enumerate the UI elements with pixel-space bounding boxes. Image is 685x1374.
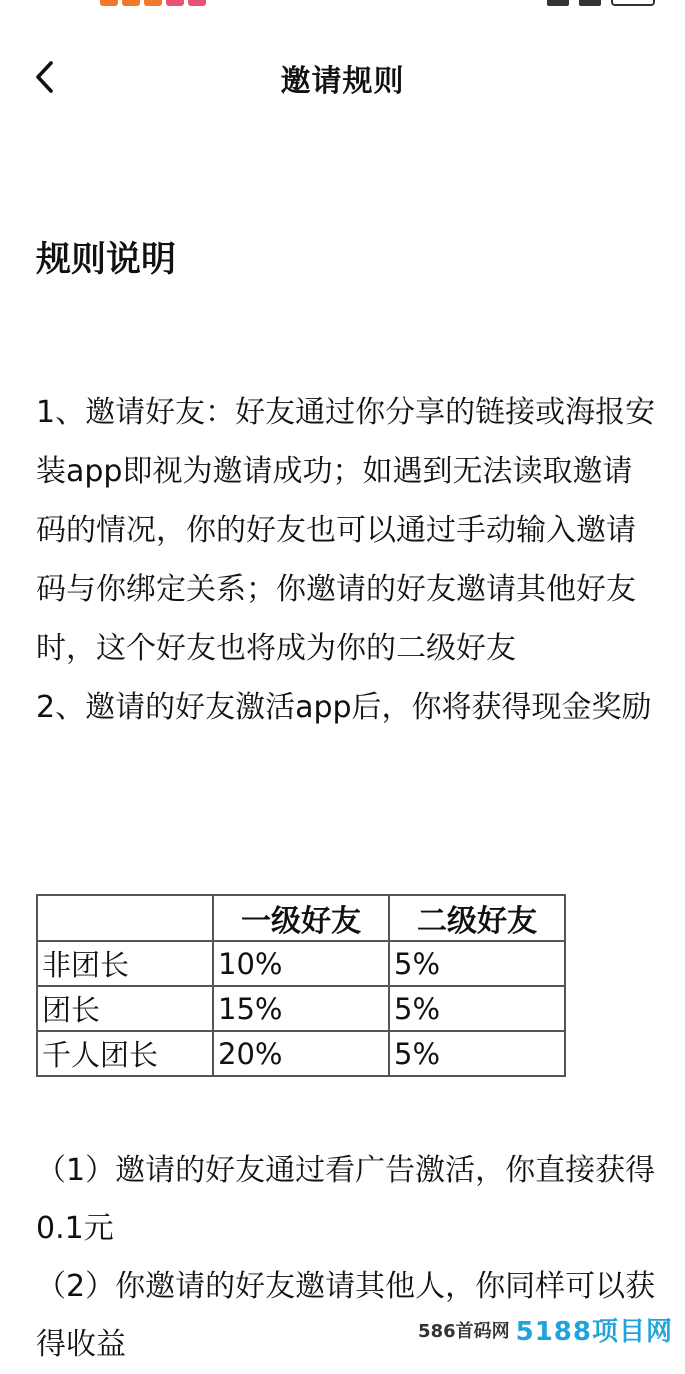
nav-bar: [0, 40, 685, 116]
table-cell: 10%: [213, 941, 389, 986]
reward-table: [36, 894, 566, 1077]
watermark: [412, 1309, 679, 1350]
page-title: 邀请规则: [280, 64, 405, 99]
table-header-cell: 一级好友: [213, 895, 389, 941]
table-header-cell: 二级好友: [389, 895, 565, 941]
status-bar: [0, 0, 685, 14]
rules-text: [36, 383, 656, 737]
table-row: [37, 986, 565, 1031]
table-cell: 5%: [389, 941, 565, 986]
status-system-icons: [547, 0, 655, 6]
note-item: （2）你邀请的好友邀请其他人，你同样可以获得收益: [36, 1269, 656, 1362]
table-cell: 非团长: [37, 941, 213, 986]
notification-icon: [188, 0, 206, 6]
notification-icon: [144, 0, 162, 6]
table-cell: 5%: [389, 1031, 565, 1076]
note-item: （1）邀请的好友通过看广告激活，你直接获得0.1元: [36, 1153, 656, 1246]
table-header-row: [37, 895, 565, 941]
table-cell: 15%: [213, 986, 389, 1031]
signal-icon: [579, 0, 601, 6]
watermark-logo: 5188项目网: [515, 1317, 673, 1347]
table-cell: 5%: [389, 986, 565, 1031]
table-row: [37, 941, 565, 986]
section-heading: 规则说明: [36, 240, 177, 280]
notification-icon: [166, 0, 184, 6]
notification-icon: [100, 0, 118, 6]
rule-item: 2、邀请的好友激活app后，你将获得现金奖励: [36, 690, 652, 725]
signal-icon: [547, 0, 569, 6]
table-row: [37, 1031, 565, 1076]
table-cell: 团长: [37, 986, 213, 1031]
table-cell: 千人团长: [37, 1031, 213, 1076]
table-cell: 20%: [213, 1031, 389, 1076]
notification-icon: [122, 0, 140, 6]
watermark-text: 586首码网: [418, 1320, 510, 1342]
rule-item: 1、邀请好友：好友通过你分享的链接或海报安装app即视为邀请成功；如遇到无法读取邀请码的情况，你的好友也可以通过手动输入邀请码与你绑定关系；你邀请的好友邀请其他好友时，这个好友也将成为你的二级好友: [36, 395, 656, 666]
battery-icon: [611, 0, 655, 6]
table-header-cell: [37, 895, 213, 941]
status-notification-icons: [100, 0, 206, 6]
